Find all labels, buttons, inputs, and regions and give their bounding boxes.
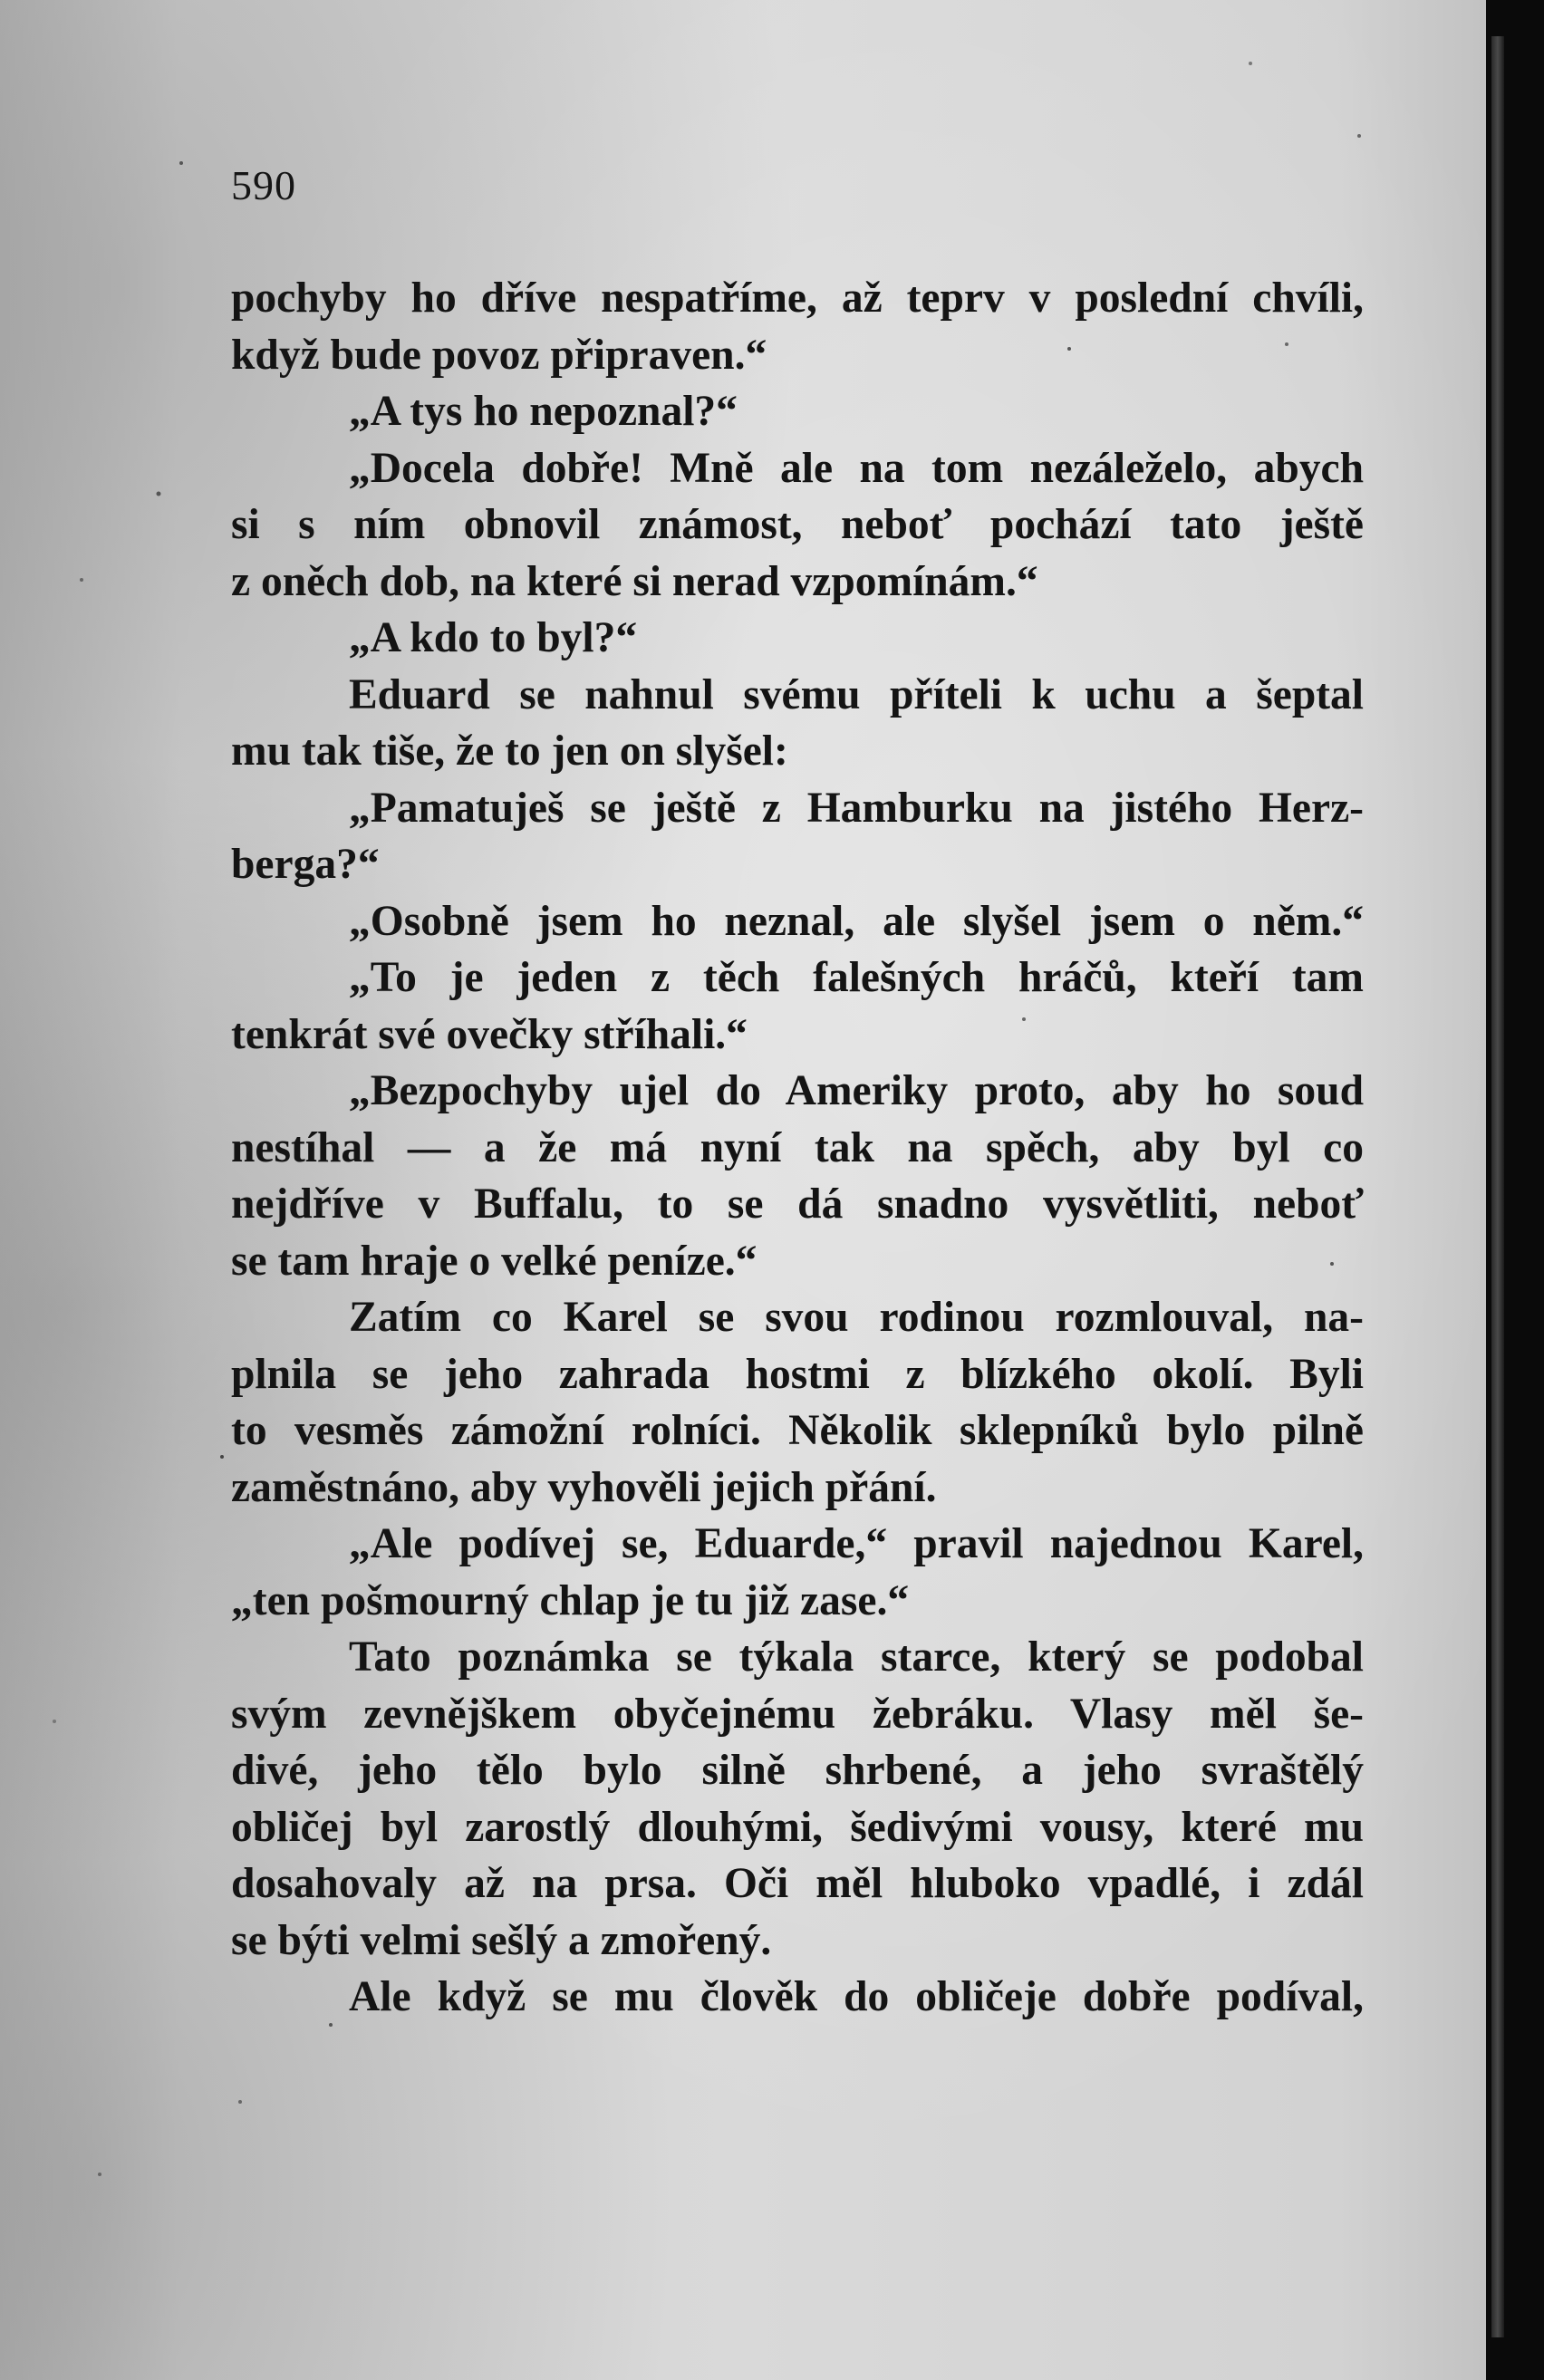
text-line: „To je jeden z těch falešných hráčů, kteří tam (349, 954, 1364, 1001)
text-line: když bude povoz připraven.“ (231, 331, 767, 379)
page-number: 590 (231, 162, 296, 208)
text-line: „Osobně jsem ho neznal, ale slyšel jsem o něm.“ (349, 897, 1364, 945)
book-edge (1491, 36, 1504, 2337)
text-line: to vesměs zámožní rolníci. Několik sklepníků bylo pilně (231, 1407, 1364, 1454)
text-line: Eduard se nahnul svému příteli k uchu a šeptal (349, 670, 1364, 718)
text-line: dosahovaly až na prsa. Oči měl hluboko vpadlé, i zdál (231, 1860, 1364, 1907)
text-line: nestíhal — a že má nyní tak na spěch, aby byl co (231, 1123, 1364, 1171)
text-line: „Pamatuješ se ještě z Hamburku na jistého Herz- (349, 784, 1364, 832)
text-line: z oněch dob, na které si nerad vzpomínám.“ (231, 557, 1038, 605)
text-line: „Bezpochyby ujel do Ameriky proto, aby ho soud (349, 1067, 1364, 1114)
text-line: „A tys ho nepoznal?“ (349, 388, 738, 435)
text-line: Tato poznámka se týkala starce, který se podobal (349, 1633, 1364, 1681)
text-line: „ten pošmourný chlap je tu již zase.“ (231, 1576, 910, 1624)
text-line: se býti velmi sešlý a zmořený. (231, 1916, 772, 1964)
text-line: divé, jeho tělo bylo silně shrbené, a jeho svraštělý (231, 1747, 1364, 1794)
text-line: pochyby ho dříve nespatříme, až teprv v poslední chvíli, (231, 275, 1364, 322)
text-line: tenkrát své ovečky stříhali.“ (231, 1010, 748, 1058)
text-line: si s ním obnovil známost, neboť pochází tato ještě (231, 501, 1364, 548)
text-line: nejdříve v Buffalu, to se dá snadno vysvětliti, neboť (231, 1180, 1364, 1228)
text-line: Ale když se mu člověk do obličeje dobře podíval, (349, 1973, 1364, 2020)
text-line: mu tak tiše, že to jen on slyšel: (231, 727, 788, 775)
text-line: „Ale podívej se, Eduarde,“ pravil najednou Karel, (349, 1520, 1364, 1567)
text-line: se tam hraje o velké peníze.“ (231, 1237, 758, 1285)
text-line: svým zevnějškem obyčejnému žebráku. Vlasy měl še- (231, 1690, 1364, 1738)
text-line: obličej byl zarostlý dlouhými, šedivými vousy, které mu (231, 1803, 1364, 1851)
text-line: Zatím co Karel se svou rodinou rozmlouval, na- (349, 1294, 1364, 1341)
text-line: „Docela dobře! Mně ale na tom nezáleželo, abych (349, 444, 1364, 492)
text-line: plnila se jeho zahrada hostmi z blízkého okolí. Byli (231, 1350, 1364, 1398)
text-line: zaměstnáno, aby vyhověli jejich přání. (231, 1463, 937, 1511)
body-text (231, 270, 1364, 2026)
text-line: berga?“ (231, 841, 380, 888)
text-line: „A kdo to byl?“ (349, 614, 638, 661)
